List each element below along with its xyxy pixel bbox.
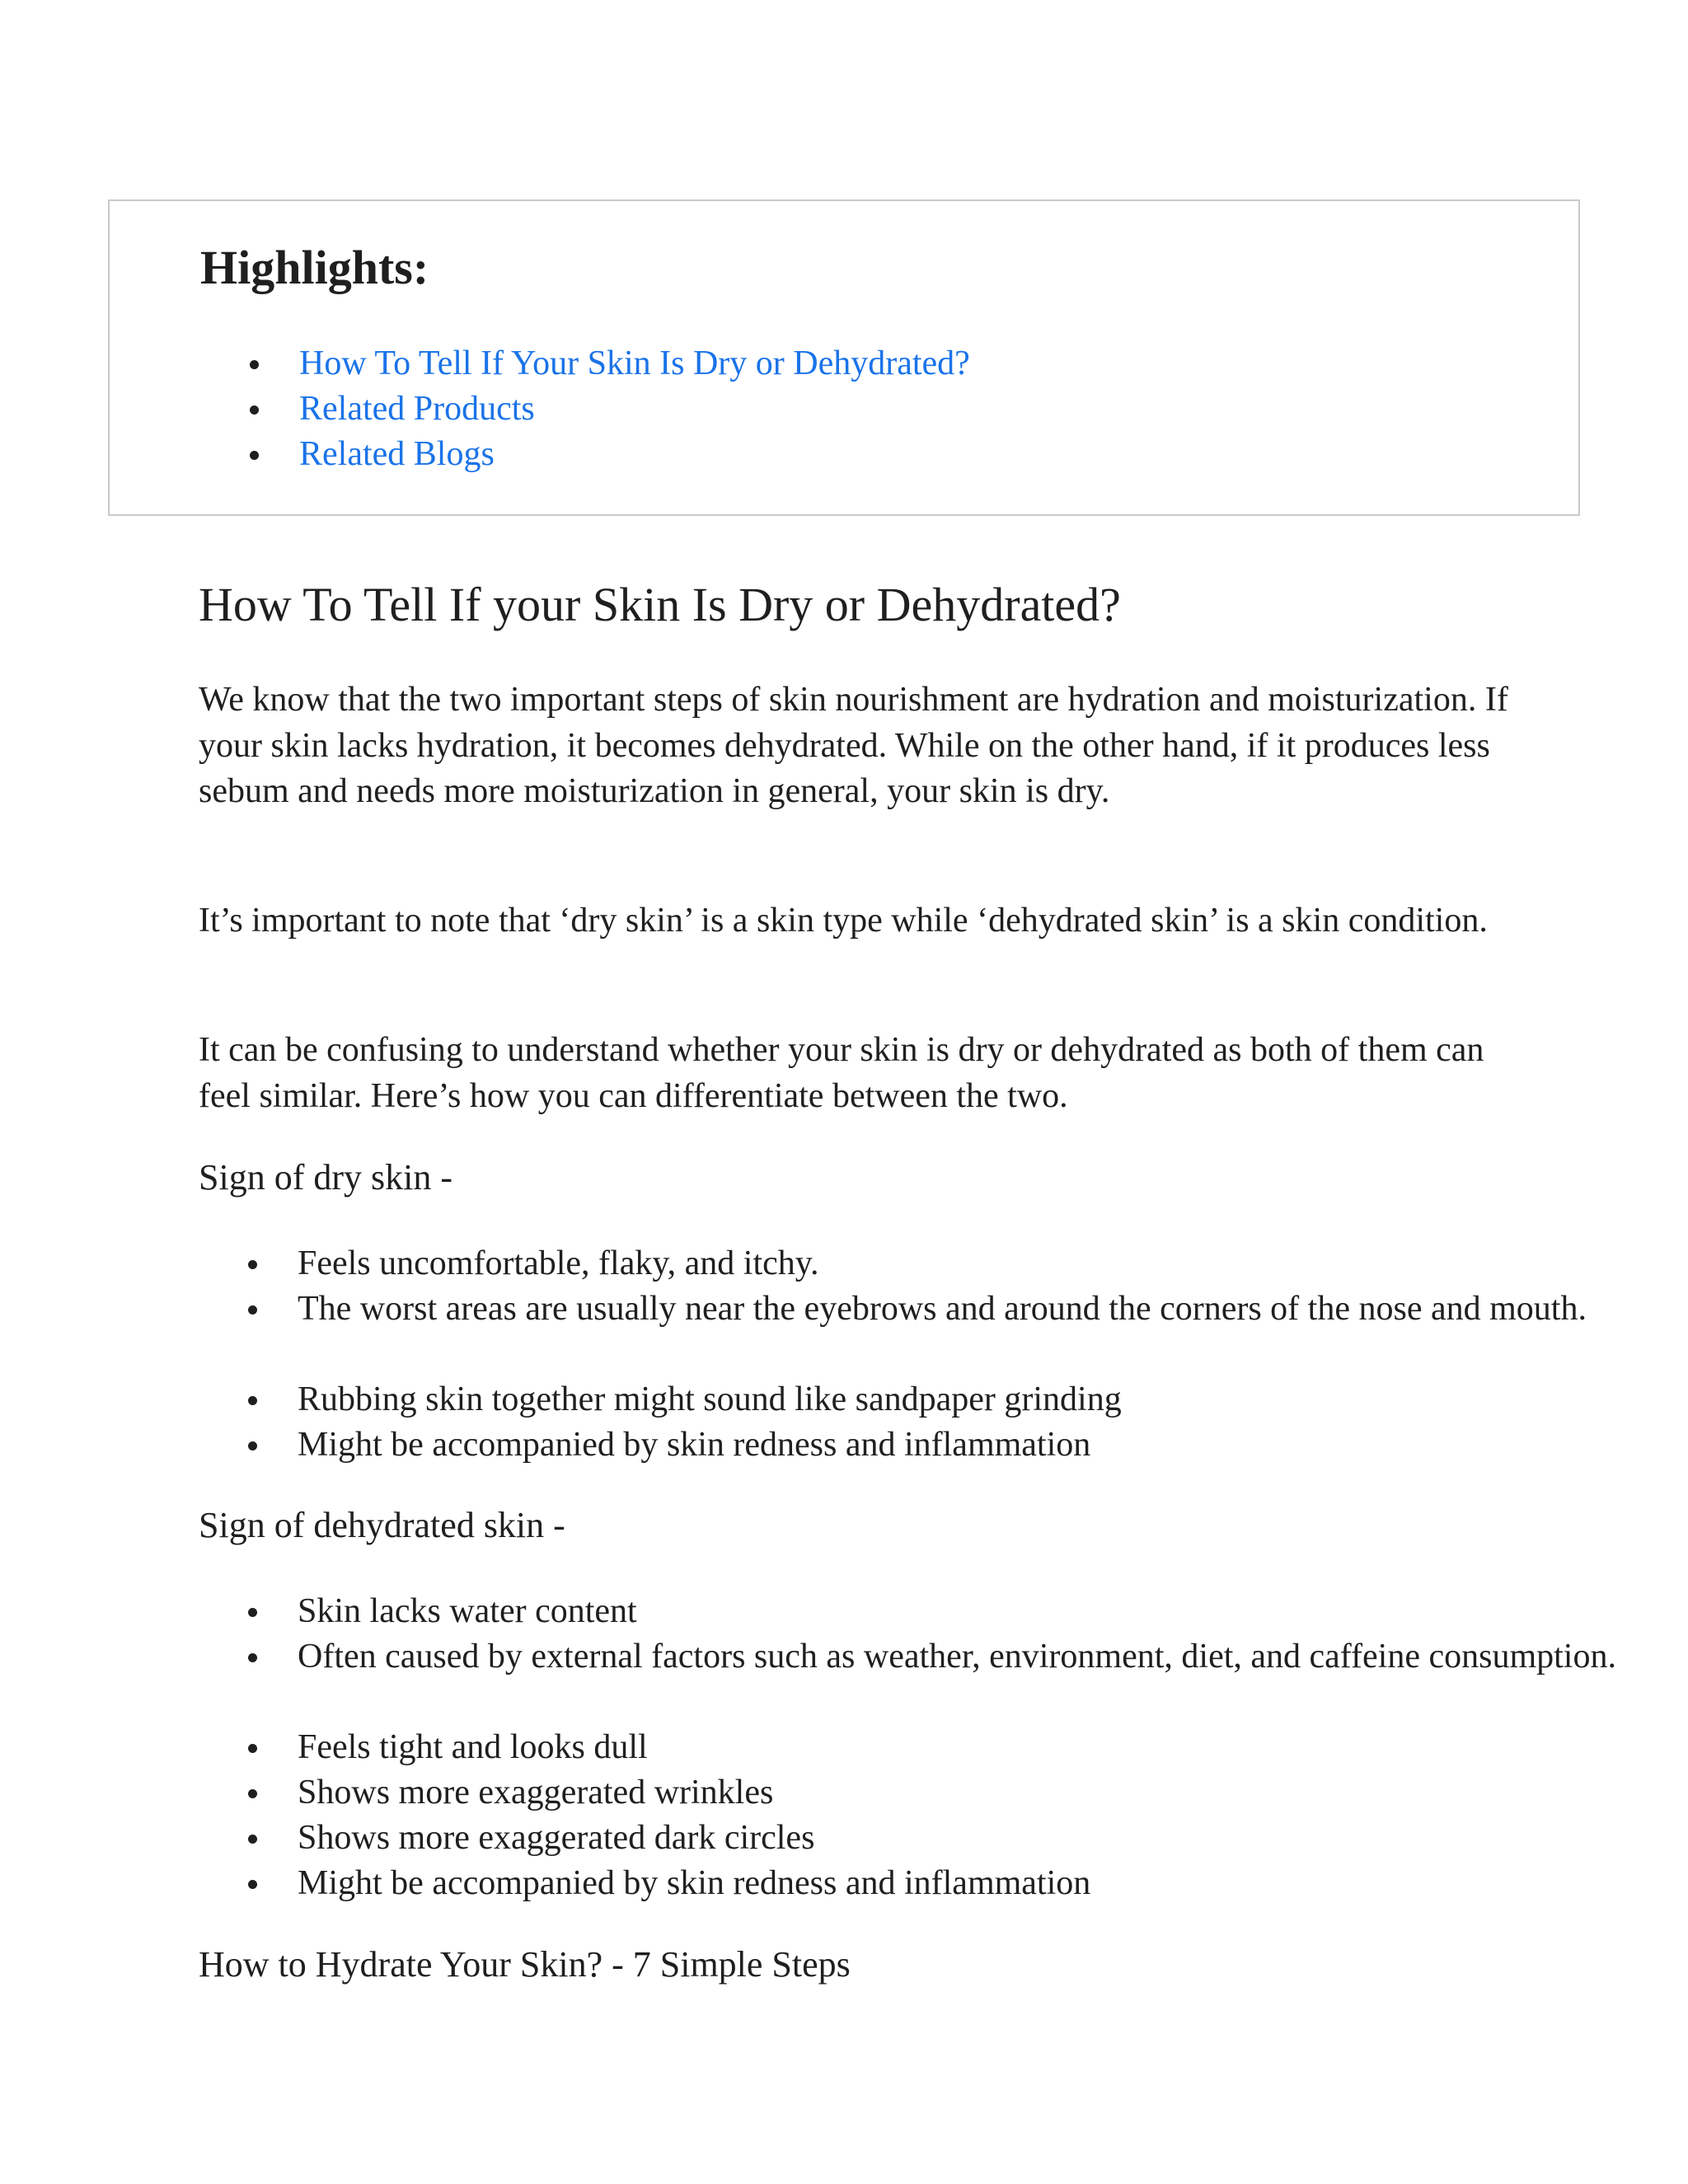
highlight-link-dry-or-dehydrated[interactable]: How To Tell If Your Skin Is Dry or Dehydrated? [299, 344, 970, 382]
highlight-link-related-blogs[interactable]: Related Blogs [299, 435, 495, 473]
dehydrated-skin-heading: Sign of dehydrated skin - [199, 1505, 565, 1545]
list-item: Feels uncomfortable, flaky, and itchy. [199, 1241, 1682, 1286]
list-item: Might be accompanied by skin redness and inflammation [199, 1861, 1682, 1906]
highlights-title: Highlights: [200, 241, 429, 294]
highlights-list [200, 341, 970, 477]
list-item: Feels tight and looks dull [199, 1725, 1682, 1770]
dry-skin-list [199, 1241, 1682, 1468]
highlights-box [108, 199, 1580, 516]
paragraph-intro: We know that the two important steps of skin nourishment are hydration and moisturization. If your skin lacks hydration, it becomes dehydrated. While on the other hand, if it produces less sebum and needs more moisturization in general, your skin is dry. [199, 681, 1508, 810]
list-item: Often caused by external factors such as weather, environment, diet, and caffeine consumption. [199, 1634, 1682, 1725]
list-item [200, 387, 970, 432]
hydrate-steps-heading: How to Hydrate Your Skin? - 7 Simple Steps [199, 1944, 851, 1985]
highlight-link-related-products[interactable]: Related Products [299, 390, 535, 428]
list-item: Shows more exaggerated dark circles [199, 1816, 1682, 1861]
list-item: Might be accompanied by skin redness and inflammation [199, 1422, 1682, 1468]
list-item: Skin lacks water content [199, 1589, 1682, 1634]
list-item: The worst areas are usually near the eyebrows and around the corners of the nose and mouth. [199, 1286, 1682, 1377]
list-item [200, 341, 970, 387]
article-title: How To Tell If your Skin Is Dry or Dehydrated? [199, 578, 1121, 631]
list-item: Shows more exaggerated wrinkles [199, 1770, 1682, 1816]
list-item [200, 432, 970, 477]
list-item: Rubbing skin together might sound like sandpaper grinding [199, 1377, 1682, 1422]
paragraph-skin-type-note: It’s important to note that ‘dry skin’ is a skin type while ‘dehydrated skin’ is a skin condition. [199, 902, 1488, 940]
paragraph-differentiate: It can be confusing to understand whether your skin is dry or dehydrated as both of them can feel similar. Here’s how you can differentiate between the two. [199, 1031, 1484, 1115]
dry-skin-heading: Sign of dry skin - [199, 1157, 452, 1197]
dehydrated-skin-list [199, 1589, 1682, 1906]
